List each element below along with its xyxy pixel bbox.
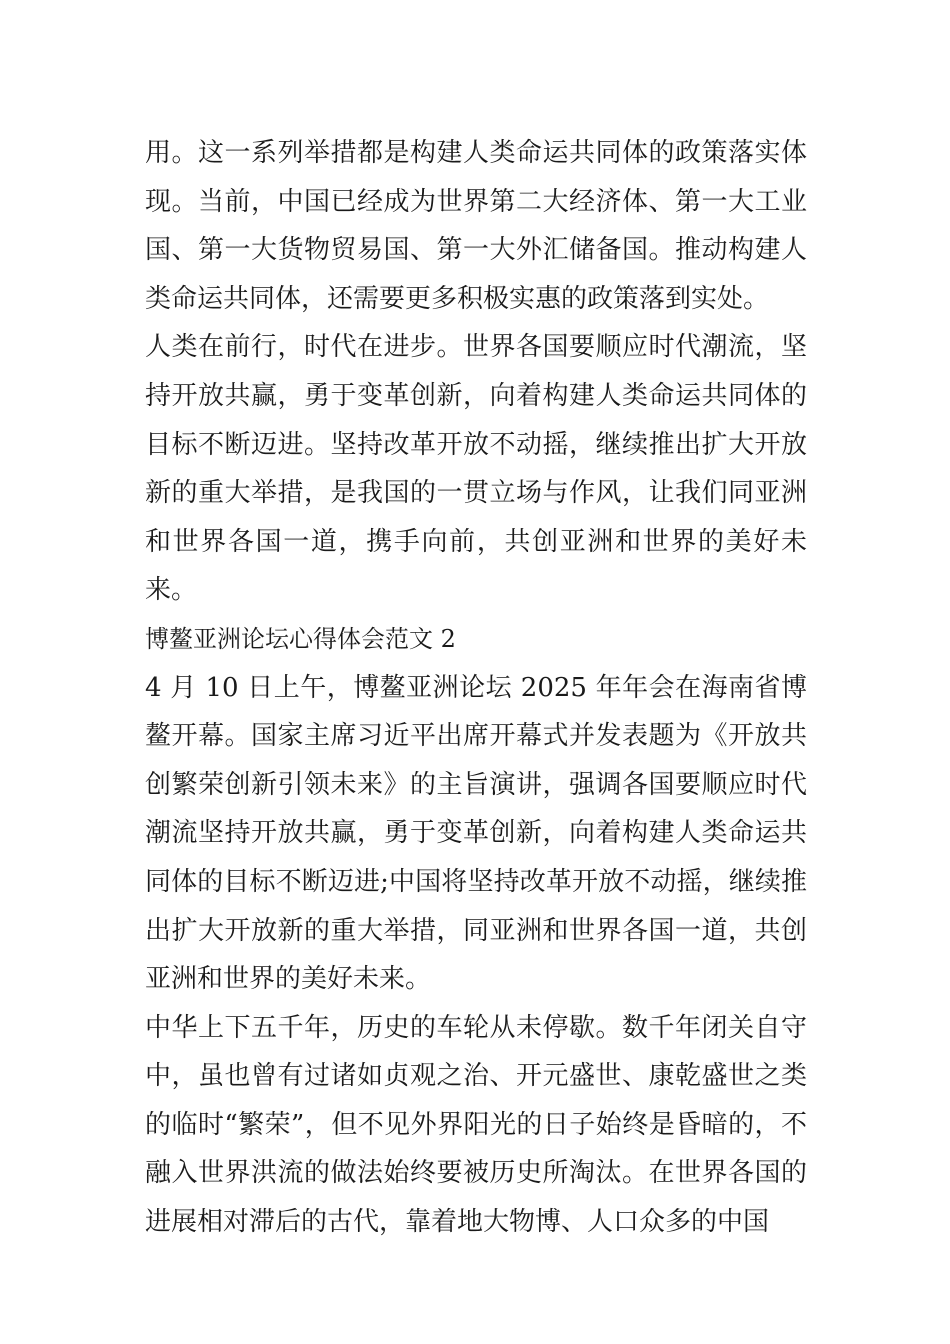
paragraph-forum-opening: 4 月 10 日上午，博鳌亚洲论坛 2025 年年会在海南省博鳌开幕。国家主席习近平出席开幕式并发表题为《开放共创繁荣创新引领未来》的主旨演讲，强调各国要顺应时代潮流坚持开放共赢，勇于变革创新，向着构建人类命运共同体的目标不断迈进;中国将坚持改革开放不动摇，继续推出扩大开放新的重大举措，同亚洲和世界各国一道，共创亚洲和世界的美好未来。 (145, 672, 807, 995)
document-page (145, 129, 807, 1247)
section-heading: 博鳌亚洲论坛心得体会范文 2 (145, 624, 456, 653)
paragraph-policy-implementation: 用。这一系列举措都是构建人类命运共同体的政策落实体现。当前，中国已经成为世界第二大经济体、第一大工业国、第一大货物贸易国、第一大外汇储备国。推动构建人类命运共同体，还需要更多积极实惠的政策落到实处。 (145, 138, 807, 314)
paragraph-chinese-history: 中华上下五千年，历史的车轮从未停歇。数千年闭关自守中，虽也曾有过诸如贞观之治、开元盛世、康乾盛世之类的临时“繁荣”，但不见外界阳光的日子始终是昏暗的，不融入世界洪流的做法始终要被历史所淘汰。在世界各国的进展相对滞后的古代，靠着地大物博、人口众多的中国 (145, 1012, 807, 1238)
paragraph-era-progress: 人类在前行，时代在进步。世界各国要顺应时代潮流，坚持开放共赢，勇于变革创新，向着构建人类命运共同体的目标不断迈进。坚持改革开放不动摇，继续推出扩大开放新的重大举措，是我国的一贯立场与作风，让我们同亚洲和世界各国一道，携手向前，共创亚洲和世界的美好未来。 (145, 332, 807, 606)
